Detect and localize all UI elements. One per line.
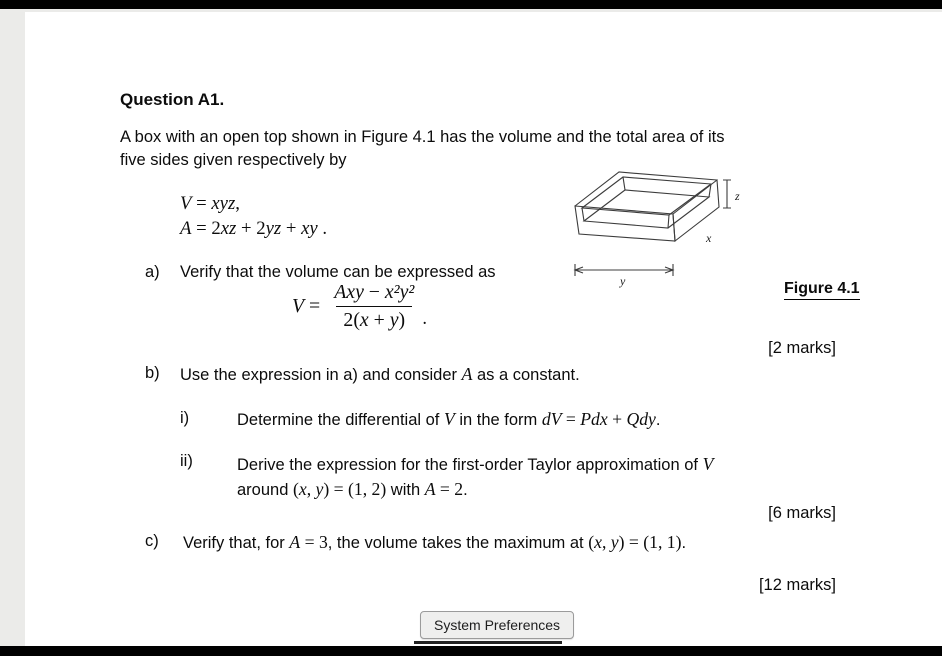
dimension-label-y: y [620,274,626,288]
text-run: V [180,193,192,214]
part-a-text [180,263,496,282]
item-ii-label: ii) [180,452,193,470]
text-run: = 2 [191,218,221,239]
document-page [25,12,942,646]
intro-line: A box with an open top shown in Figure 4.1 has the volume and the total area of its [120,128,725,146]
text-run: x [594,532,602,552]
text-run: x [359,309,369,331]
fraction-stack [327,281,421,332]
part-b-item-ii-row [180,452,713,502]
text-run: ) = (1, 2) [323,479,387,499]
part-c-row [145,532,686,553]
text-run: V [292,295,305,317]
part-b-row [145,364,580,385]
dimension-label-z: z [735,189,740,203]
text-run: around [237,481,293,499]
fraction-period: . [422,309,427,329]
text-run: + [368,309,390,331]
part-b-item-i-row [180,409,660,430]
open-box-figure [573,144,758,289]
text-run: V [702,454,714,474]
text-run: ( [588,532,595,552]
text-run: , [601,532,611,552]
text-run: 2( [343,309,360,331]
figure-caption: Figure 4.1 [784,280,860,300]
text-run: = [191,193,212,214]
text-run: = 2 [435,479,464,499]
text-run: = [561,409,581,429]
part-c-marks: [12 marks] [758,576,836,594]
bottom-bar [0,646,942,656]
text-run: A [180,218,192,239]
volume-fraction-equation [292,281,427,332]
text-run: Verify that, for [183,534,290,552]
top-bar [0,0,942,9]
part-c-label: c) [145,532,159,550]
text-run: Verify that the volume can be expressed as [180,263,496,281]
text-run: ) [398,309,406,331]
text-run: . [317,218,328,239]
dimension-label-x: x [706,231,712,245]
text-run: Pdx [580,409,608,429]
text-run: . [681,534,687,552]
text-run: y [315,479,324,499]
text-run: A [461,364,473,384]
equation-volume [180,191,327,216]
text-run: x [298,479,307,499]
part-b-marks: [6 marks] [768,504,836,522]
text-run: Use the expression in a) and consider [180,366,462,384]
text-run: , the volume takes the maximum at [327,534,589,552]
text-run: with [386,481,425,499]
part-c-text [183,532,686,553]
text-run: + 2 [236,218,266,239]
text-run: xy [301,218,318,239]
part-b-text [180,364,580,385]
text-run: . [463,481,468,499]
fraction-numerator [327,281,421,306]
equation-area [180,216,327,241]
text-run: Qdy [626,409,656,429]
item-ii-text [237,452,713,502]
item-ii-line2 [237,477,713,502]
fraction-lhs [292,295,320,318]
question-title: Question A1. [120,90,225,109]
item-i-text [237,409,660,430]
item-i-label: i) [180,409,190,427]
part-a-row [145,263,496,282]
dimension-bracket-z [723,180,731,208]
text-run: A [424,479,436,499]
text-run: x²y² [384,281,415,303]
box-right-face [673,180,719,241]
text-run: xyz [211,193,236,214]
text-run: yz [265,218,282,239]
dock-indicator-line [414,641,562,644]
text-run: y [389,309,399,331]
text-run: , [306,479,316,499]
text-run: + [607,409,627,429]
text-run: = 3 [300,532,328,552]
text-run: − [363,281,385,303]
text-run: in the form [454,411,542,429]
text-run: xz [220,218,237,239]
text-run: + [281,218,302,239]
system-preferences-button[interactable]: System Preferences [420,611,574,639]
part-a-marks: [2 marks] [768,339,836,357]
text-run: Axy [334,281,364,303]
text-run: Determine the differential of [237,411,444,429]
text-run: dV [541,409,562,429]
text-run: = [304,295,321,317]
intro-line: five sides given respectively by [120,151,347,169]
given-equations [180,191,327,241]
box-top-rim [575,172,717,206]
text-run: as a constant. [472,366,580,384]
part-b-label: b) [145,364,160,382]
text-run: ) = (1, 1) [618,532,682,552]
text-run: A [289,532,301,552]
text-run: y [610,532,619,552]
box-inner-corners [582,177,711,228]
text-run: V [443,409,455,429]
part-a-label: a) [145,263,160,281]
text-run: . [655,411,661,429]
item-ii-line1 [237,452,713,477]
fraction-denominator [336,306,412,332]
text-run: ( [292,479,299,499]
text-run: Derive the expression for the first-order Taylor approximation of [237,456,703,474]
box-inner-floor [584,190,709,228]
text-run: , [235,193,240,214]
